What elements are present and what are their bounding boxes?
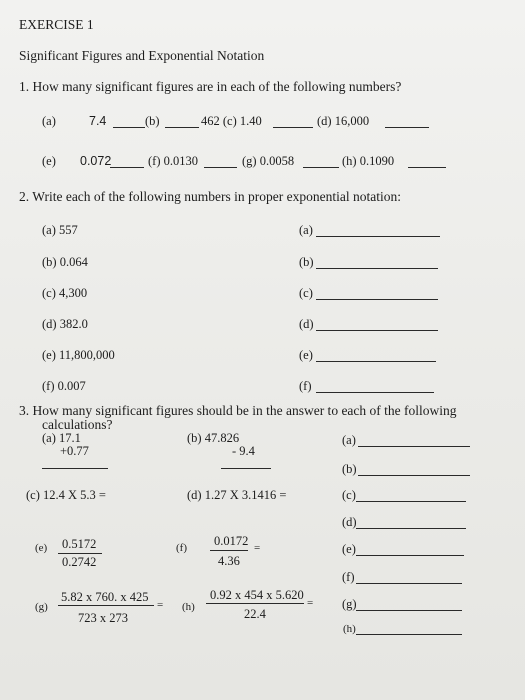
q1-prompt: 1. How many significant figures are in each of the following numbers? [19, 79, 402, 94]
q1-g-label: (g) 0.0058 [242, 154, 295, 168]
q3-g-answer-blank[interactable] [356, 610, 462, 611]
q2-a-number: (a) 557 [42, 223, 78, 237]
q3-prompt-line1: 3. How many significant figures should be in the answer to each of the following [19, 403, 457, 418]
q1-b-value-c: 462 (c) 1.40 [201, 114, 262, 128]
q3-h-label: (h) [182, 601, 195, 613]
q1-e-answer-blank[interactable] [110, 167, 144, 168]
q3-c-answer-label: (c) [342, 488, 356, 502]
q3-a-answer-label: (a) [342, 433, 356, 447]
q3-h-answer-blank[interactable] [356, 634, 462, 635]
q2-b-answer-blank[interactable] [316, 268, 438, 269]
q3-a-result-line[interactable] [42, 468, 108, 469]
q3-g-answer-label: (g) [342, 597, 357, 611]
q3-e-answer-blank[interactable] [356, 555, 464, 556]
q3-a-answer-blank[interactable] [358, 446, 470, 447]
q1-d-answer-blank[interactable] [385, 127, 429, 128]
q2-e-answer-blank[interactable] [316, 361, 436, 362]
q2-f-number: (f) 0.007 [42, 379, 86, 393]
q2-f-answer-label: (f) [299, 379, 312, 393]
q1-h-answer-blank[interactable] [408, 167, 446, 168]
q3-b-answer-label: (b) [342, 462, 357, 476]
q1-b-answer-blank[interactable] [165, 127, 199, 128]
q2-e-answer-label: (e) [299, 348, 313, 362]
exercise-heading: EXERCISE 1 [19, 17, 94, 32]
q3-g-fraction-bar [58, 605, 154, 606]
q2-d-answer-label: (d) [299, 317, 314, 331]
q3-e-denominator: 0.2742 [62, 555, 97, 569]
q3-d-answer-label: (d) [342, 515, 357, 529]
q3-h-denominator: 22.4 [244, 607, 266, 621]
q3-f-denominator: 4.36 [218, 554, 240, 568]
q3-b-second: - 9.4 [232, 444, 255, 458]
q3-b-answer-blank[interactable] [358, 475, 470, 476]
q3-b-first: (b) 47.826 [187, 431, 240, 445]
q2-a-answer-label: (a) [299, 223, 313, 237]
q1-e-label: (e) [42, 154, 56, 168]
q2-prompt: 2. Write each of the following numbers in proper exponential notation: [19, 189, 401, 204]
q3-d-answer-blank[interactable] [356, 528, 466, 529]
q3-c-expression: (c) 12.4 X 5.3 = [26, 488, 106, 502]
q1-g-answer-blank[interactable] [303, 167, 339, 168]
q3-h-answer-label: (h) [343, 623, 356, 635]
q3-c-answer-blank[interactable] [356, 501, 466, 502]
q3-e-numerator: 0.5172 [62, 537, 97, 551]
q2-c-answer-label: (c) [299, 286, 313, 300]
q1-e-value: 0.072 [80, 154, 112, 168]
q1-a-answer-blank[interactable] [113, 127, 145, 128]
q3-prompt-line2: calculations? [42, 417, 113, 432]
q2-e-number: (e) 11,800,000 [42, 348, 115, 362]
q2-d-answer-blank[interactable] [316, 330, 438, 331]
q3-b-result-line[interactable] [221, 468, 271, 469]
q3-d-expression: (d) 1.27 X 3.1416 = [187, 488, 287, 502]
q3-e-answer-label: (e) [342, 542, 356, 556]
q3-h-numerator: 0.92 x 454 x 5.620 [210, 588, 304, 602]
q3-g-equals: = [157, 599, 164, 611]
q1-h-label: (h) 0.1090 [342, 154, 395, 168]
q2-c-answer-blank[interactable] [316, 299, 438, 300]
q3-f-answer-blank[interactable] [356, 583, 462, 584]
q3-h-equals: = [307, 597, 314, 609]
q2-f-answer-blank[interactable] [316, 392, 434, 393]
q3-e-label: (e) [35, 542, 48, 554]
q1-c-answer-blank[interactable] [273, 127, 313, 128]
q3-f-numerator: 0.0172 [214, 534, 249, 548]
worksheet-title: Significant Figures and Exponential Notation [19, 48, 265, 63]
q3-g-denominator: 723 x 273 [78, 611, 128, 625]
q3-a-first: (a) 17.1 [42, 431, 81, 445]
q2-b-number: (b) 0.064 [42, 255, 88, 269]
q3-a-second: +0.77 [60, 444, 89, 458]
q2-d-number: (d) 382.0 [42, 317, 88, 331]
q3-g-numerator: 5.82 x 760. x 425 [61, 590, 149, 604]
q2-b-answer-label: (b) [299, 255, 314, 269]
q1-d-label: (d) 16,000 [317, 114, 370, 128]
q1-b-label: (b) [145, 114, 160, 128]
q1-a-value: 7.4 [89, 114, 107, 128]
q2-a-answer-blank[interactable] [316, 236, 440, 237]
q3-f-label: (f) [176, 542, 187, 554]
q1-f-label: (f) 0.0130 [148, 154, 198, 168]
q2-c-number: (c) 4,300 [42, 286, 88, 300]
q3-g-label: (g) [35, 601, 48, 613]
q3-f-equals: = [254, 542, 261, 554]
q3-f-fraction-bar [210, 550, 248, 551]
q1-f-answer-blank[interactable] [204, 167, 237, 168]
q1-a-label: (a) [42, 114, 56, 128]
q3-f-answer-label: (f) [342, 570, 355, 584]
q3-e-fraction-bar [58, 553, 102, 554]
q3-h-fraction-bar [206, 603, 304, 604]
